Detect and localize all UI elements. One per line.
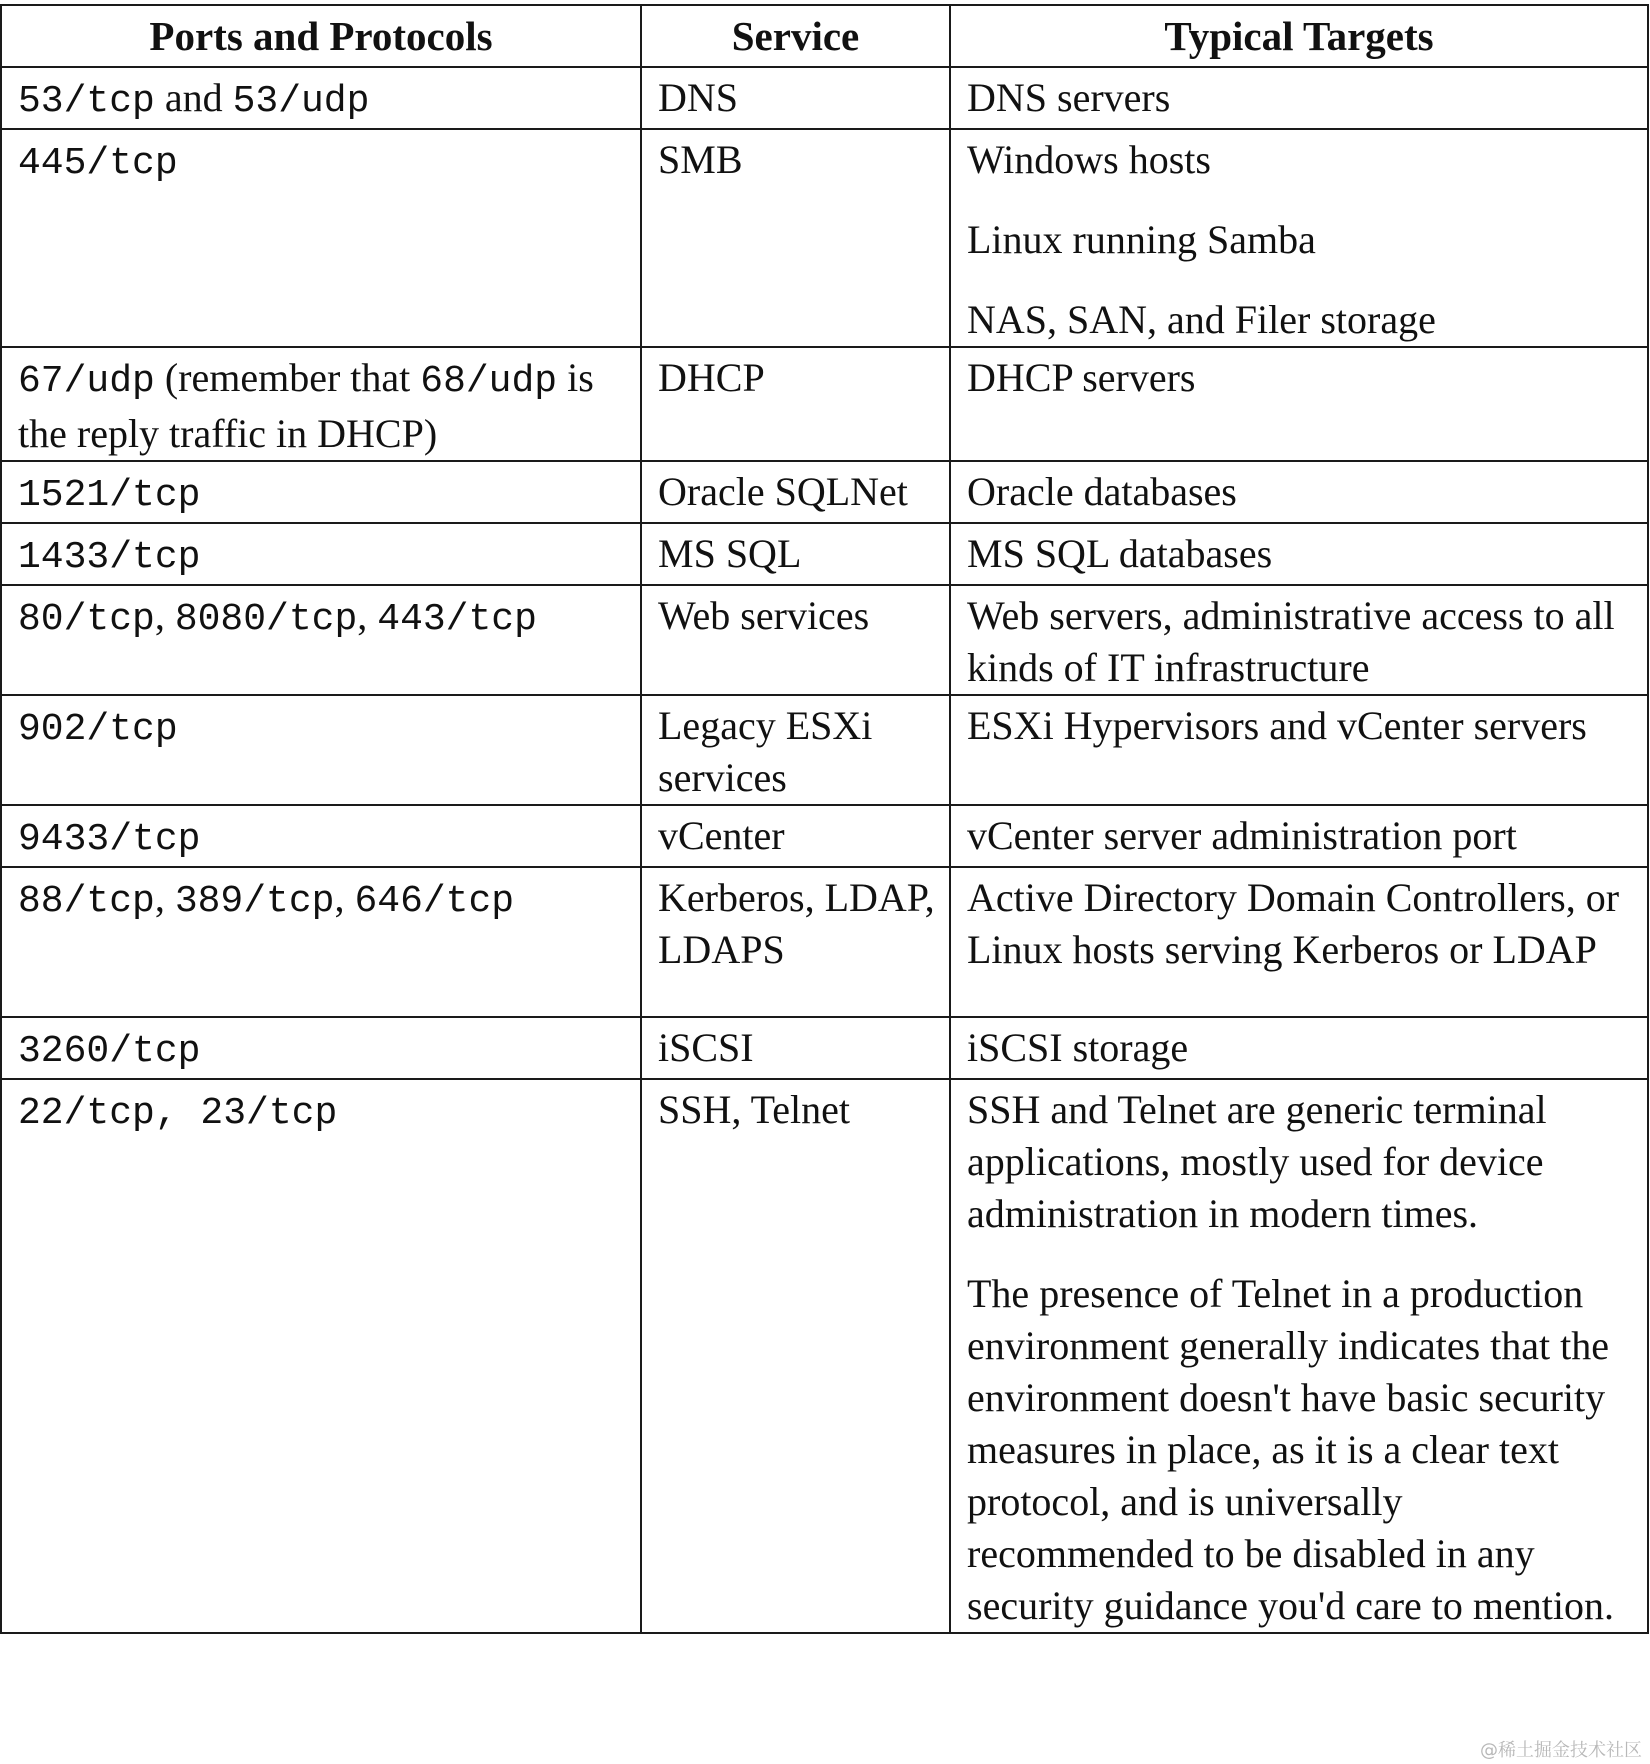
target-paragraph: ESXi Hypervisors and vCenter servers — [967, 703, 1587, 748]
targets-cell — [950, 1017, 1648, 1079]
target-paragraph: DHCP servers — [967, 355, 1196, 400]
service-cell: vCenter — [641, 805, 950, 867]
port-code: 67/udp — [18, 360, 155, 403]
service-cell: iSCSI — [641, 1017, 950, 1079]
port-code: 389/tcp — [174, 880, 335, 923]
targets-cell — [950, 805, 1648, 867]
ports-cell — [1, 67, 641, 129]
target-paragraph: DNS servers — [967, 75, 1171, 120]
table-row — [1, 1079, 1648, 1633]
target-paragraph: Active Directory Domain Controllers, or Linux hosts serving Kerberos or LDAP — [967, 875, 1620, 972]
port-note: (remember that — [154, 355, 421, 400]
ports-cell — [1, 805, 641, 867]
port-code: 1433/tcp — [18, 536, 201, 579]
service-cell: Legacy ESXi services — [641, 695, 950, 805]
service-cell: Oracle SQLNet — [641, 461, 950, 523]
table-row — [1, 695, 1648, 805]
table-body — [1, 67, 1648, 1633]
header-ports-and-protocols: Ports and Protocols — [1, 5, 641, 67]
service-cell: SSH, Telnet — [641, 1079, 950, 1633]
header-typical-targets: Typical Targets — [950, 5, 1648, 67]
target-paragraph: The presence of Telnet in a production environment generally indicates that the environment doesn't have basic security measures in place, as it is a clear text protocol, and is universally recommended to be disabled in any security guidance you'd care to mention. — [967, 1271, 1614, 1628]
target-paragraph: iSCSI storage — [967, 1025, 1189, 1070]
port-note: , — [334, 875, 355, 920]
targets-cell — [950, 867, 1648, 1017]
port-code: 88/tcp — [18, 880, 155, 923]
ports-cell — [1, 129, 641, 347]
service-cell: DNS — [641, 67, 950, 129]
target-paragraph: SSH and Telnet are generic terminal applications, mostly used for device administration in modern times. — [967, 1087, 1547, 1236]
header-row — [1, 5, 1648, 67]
service-cell: SMB — [641, 129, 950, 347]
target-paragraph: MS SQL databases — [967, 531, 1273, 576]
table-row — [1, 1017, 1648, 1079]
table-row — [1, 585, 1648, 695]
target-paragraph: Windows hosts — [967, 137, 1211, 182]
port-code: 53/tcp — [18, 80, 155, 123]
table-row — [1, 347, 1648, 461]
port-code: 68/udp — [420, 360, 558, 403]
port-note: , — [154, 593, 175, 638]
port-code: 445/tcp — [18, 142, 178, 185]
watermark: @稀土掘金技术社区 — [1480, 1740, 1642, 1761]
ports-services-table — [0, 4, 1649, 1634]
table-header — [1, 5, 1648, 67]
ports-table-container — [0, 4, 1649, 1634]
target-paragraph: Linux running Samba — [967, 217, 1316, 262]
table-row — [1, 129, 1648, 347]
targets-cell — [950, 695, 1648, 805]
table-row — [1, 67, 1648, 129]
port-code: 53/udp — [232, 80, 370, 123]
targets-cell — [950, 461, 1648, 523]
port-code: 646/tcp — [354, 880, 515, 923]
table-row — [1, 461, 1648, 523]
port-code: 1521/tcp — [18, 474, 201, 517]
port-code: 8080/tcp — [174, 598, 358, 641]
targets-cell — [950, 1079, 1648, 1633]
table-row — [1, 523, 1648, 585]
targets-cell — [950, 523, 1648, 585]
ports-cell — [1, 347, 641, 461]
service-cell: MS SQL — [641, 523, 950, 585]
header-service: Service — [641, 5, 950, 67]
service-cell: DHCP — [641, 347, 950, 461]
ports-cell — [1, 585, 641, 695]
service-cell: Kerberos, LDAP, LDAPS — [641, 867, 950, 1017]
targets-cell — [950, 129, 1648, 347]
ports-cell — [1, 867, 641, 1017]
ports-cell — [1, 461, 641, 523]
targets-cell — [950, 347, 1648, 461]
port-code: 3260/tcp — [18, 1030, 201, 1073]
table-row — [1, 867, 1648, 1017]
target-paragraph: Web servers, administrative access to all kinds of IT infrastructure — [967, 593, 1615, 690]
target-paragraph: NAS, SAN, and Filer storage — [967, 297, 1436, 342]
port-note: , — [357, 593, 378, 638]
service-cell: Web services — [641, 585, 950, 695]
target-paragraph: vCenter server administration port — [967, 813, 1517, 858]
port-note: , — [154, 875, 175, 920]
ports-cell — [1, 523, 641, 585]
port-note: and — [154, 75, 233, 120]
port-code: 80/tcp — [18, 598, 155, 641]
ports-cell — [1, 695, 641, 805]
targets-cell — [950, 67, 1648, 129]
ports-cell — [1, 1017, 641, 1079]
table-row — [1, 805, 1648, 867]
port-note: is the reply traffic in DHCP) — [18, 355, 594, 456]
port-code: 902/tcp — [18, 708, 178, 751]
port-code: 9433/tcp — [18, 818, 201, 861]
port-code: 22/tcp, 23/tcp — [18, 1092, 338, 1135]
target-paragraph: Oracle databases — [967, 469, 1237, 514]
targets-cell — [950, 585, 1648, 695]
ports-cell — [1, 1079, 641, 1633]
port-code: 443/tcp — [377, 598, 537, 641]
